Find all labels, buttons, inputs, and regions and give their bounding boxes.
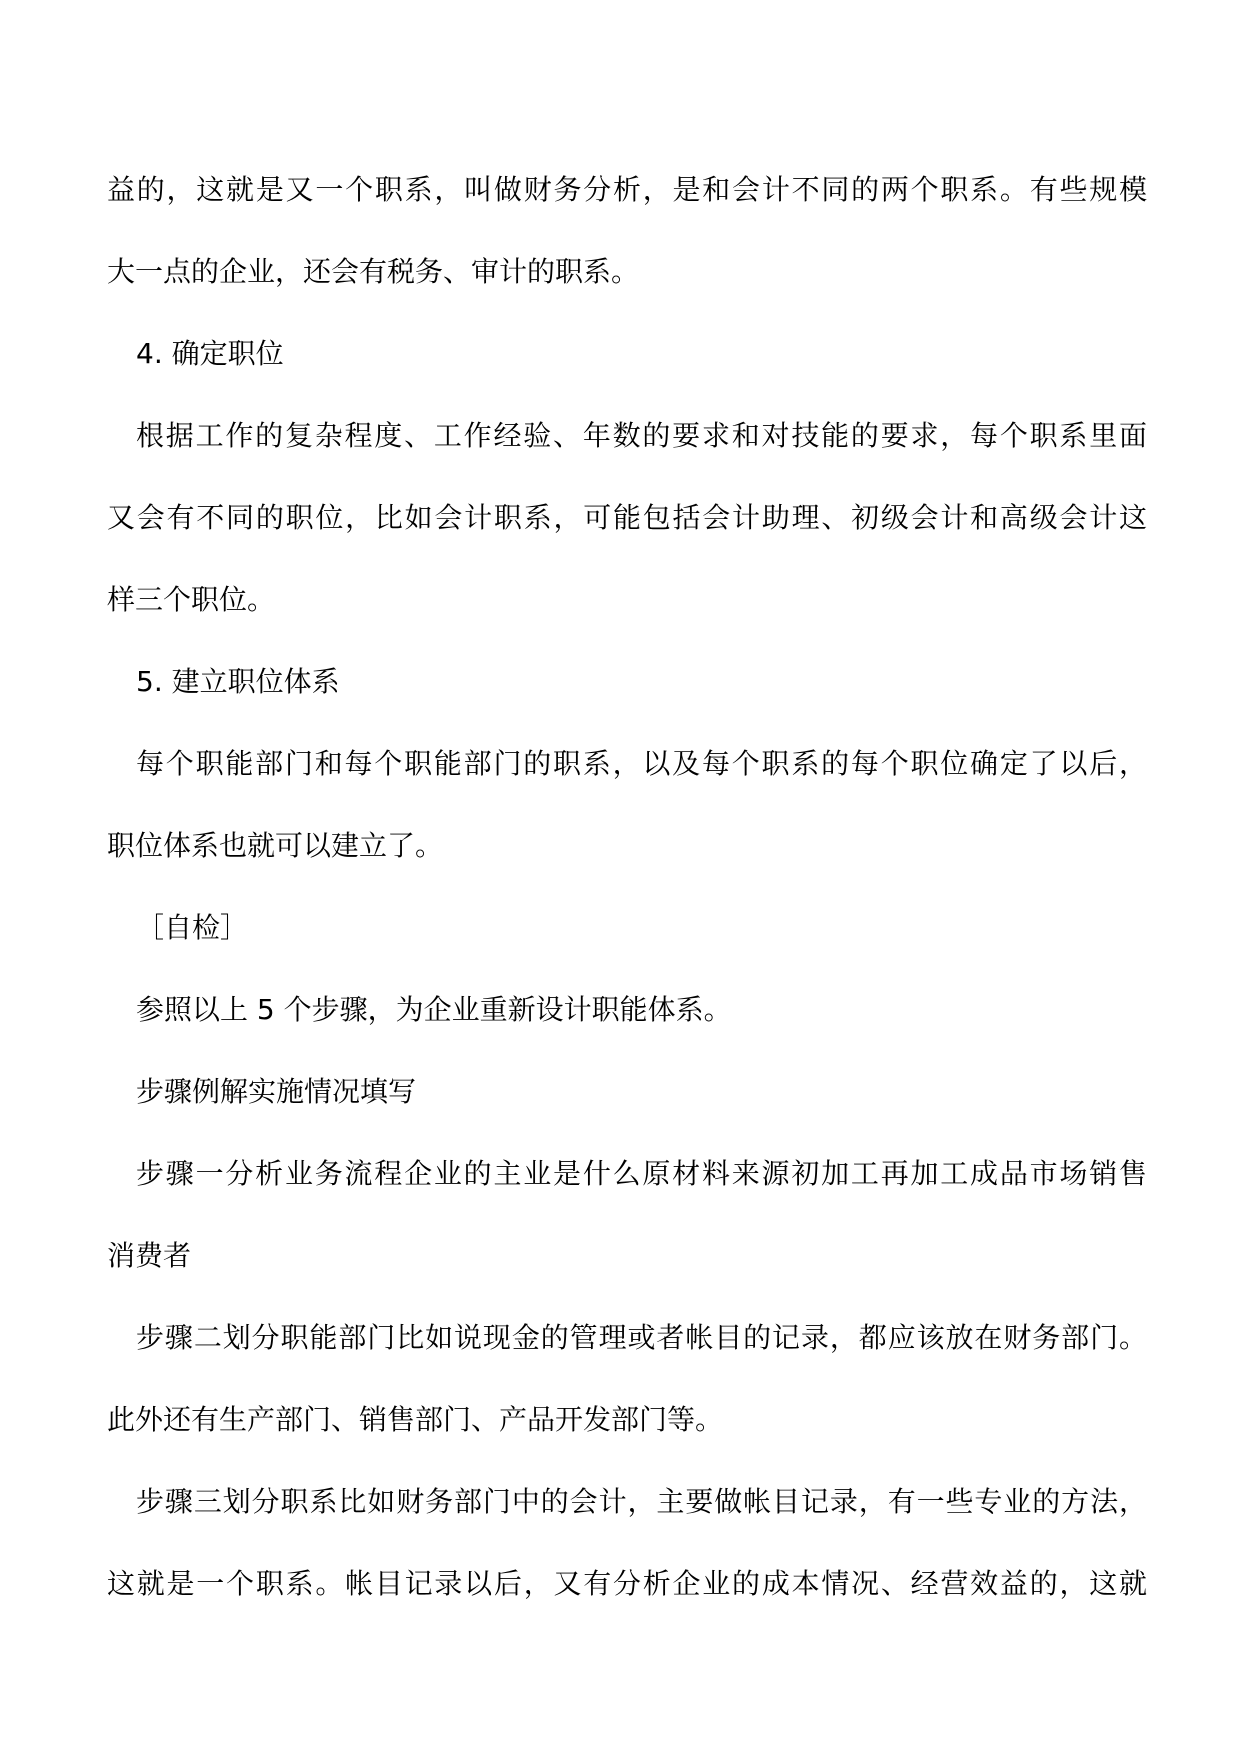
paragraph-line: 参照以上 5 个步骤，为企业重新设计职能体系。	[136, 993, 732, 1026]
paragraph-line: 步骤例解实施情况填写	[136, 1075, 417, 1108]
paragraph-line: 步骤一分析业务流程企业的主业是什么原材料来源初加工再加工成品市场销售	[136, 1157, 1147, 1190]
paragraph-line: 每个职能部门和每个职能部门的职系，以及每个职系的每个职位确定了以后，	[136, 747, 1147, 780]
paragraph-line: 步骤三划分职系比如财务部门中的会计，主要做帐目记录，有一些专业的方法，	[136, 1485, 1147, 1518]
paragraph-line: 根据工作的复杂程度、工作经验、年数的要求和对技能的要求，每个职系里面	[136, 419, 1147, 452]
paragraph-line: 职位体系也就可以建立了。	[107, 829, 444, 862]
section-heading: 5. 建立职位体系	[136, 665, 340, 698]
paragraph-line: 步骤二划分职能部门比如说现金的管理或者帐目的记录，都应该放在财务部门。	[136, 1321, 1147, 1354]
paragraph-line: 此外还有生产部门、销售部门、产品开发部门等。	[107, 1403, 724, 1436]
paragraph-line: 这就是一个职系。帐目记录以后，又有分析企业的成本情况、经营效益的，这就	[107, 1567, 1147, 1600]
paragraph-line: 又会有不同的职位，比如会计职系，可能包括会计助理、初级会计和高级会计这	[107, 501, 1147, 534]
paragraph-line: 样三个职位。	[107, 583, 276, 616]
section-heading: 4. 确定职位	[136, 337, 284, 370]
paragraph-line: 益的，这就是又一个职系，叫做财务分析，是和会计不同的两个职系。有些规模	[107, 173, 1147, 206]
paragraph-line: 消费者	[107, 1239, 192, 1272]
paragraph-line: 大一点的企业，还会有税务、审计的职系。	[107, 255, 640, 288]
section-heading: ［自检］	[136, 911, 249, 944]
